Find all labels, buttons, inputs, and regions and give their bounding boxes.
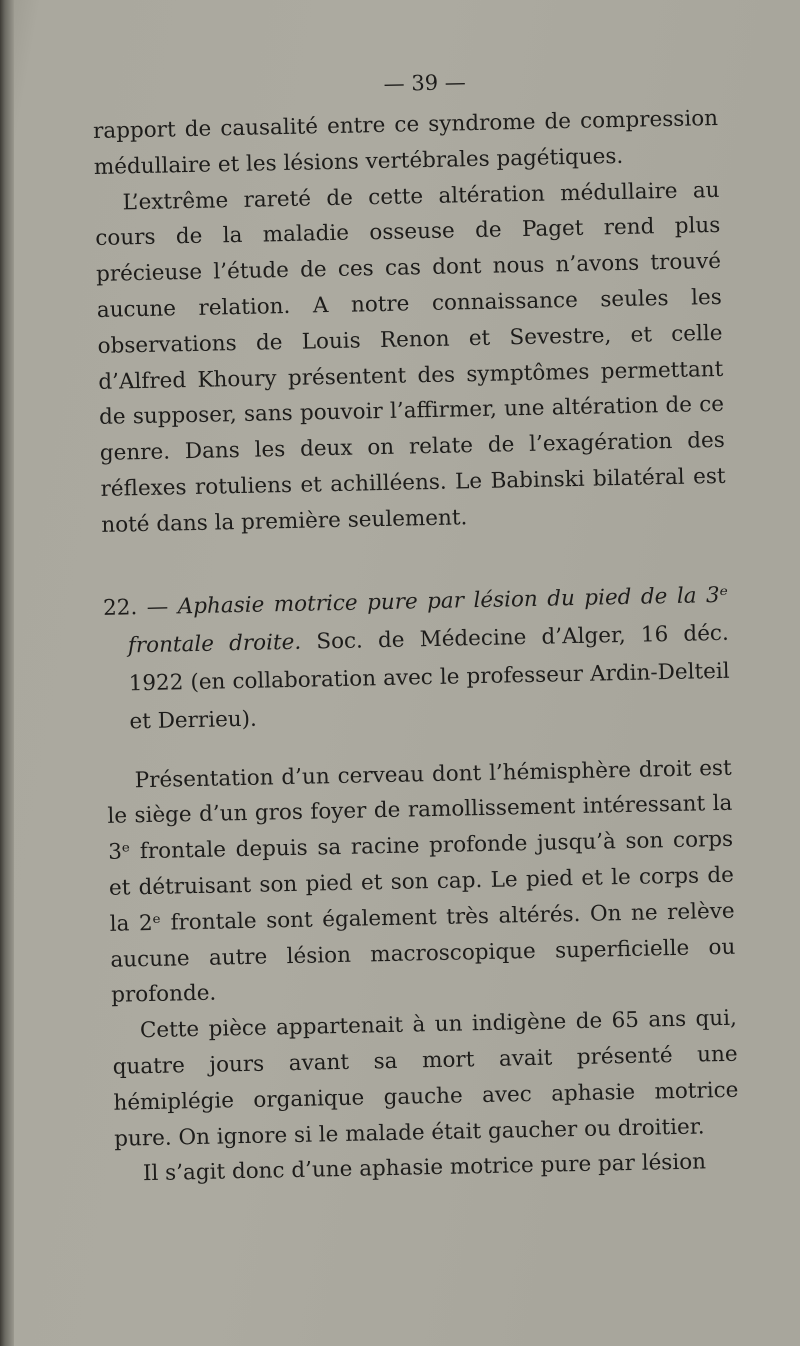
paragraph-presentation: Présentation d’un cerveau dont l’hémisphère droit est le siège d’un gros foyer de ramollissement intéressant la 3ᵉ frontale depuis sa racine profonde jusqu’à son corps et détruisant son pied et son cap. Le pied et le corps de la 2ᵉ frontale sont également très altérés. On ne relève aucune autre lésion macroscopique superficielle ou profonde.	[107, 755, 736, 1009]
reference-title: Aphasie motrice pure par lésion du pied de la 3ᵉ frontale droite.	[127, 582, 729, 658]
paragraph-paget: L’extrême rareté de cette altération médullaire au cours de la maladie osseuse de Paget rend plus précieuse l’étude de ces cas dont nous n’avons trouvé aucune relation. A notre connaissance seules les observations de Louis Renon et Sevestre, et celle d’Alfred Khoury présentent des symptômes permettant de supposer, sans pouvoir l’affirmer, une altération de ce genre. Dans les deux on relate de l’exagération des réflexes rotuliens et achilléens. Le Babinski bilatéral est noté dans la première seulement.	[95, 177, 726, 538]
reference-details: Soc. de Médecine d’Alger, 16 déc. 1922 (en collaboration avec le professeur Ardin-Delteil et Derrieu).	[128, 620, 730, 734]
bibliographic-reference	[103, 576, 731, 741]
page-number: — 39 —	[383, 70, 466, 96]
reference-number: 22. —	[102, 594, 169, 621]
book-spine-shadow	[0, 0, 14, 1346]
paragraph-continuation: rapport de causalité entre ce syndrome de compression médullaire et les lésions vertébrales pagétiques.	[92, 105, 719, 180]
paragraph-patient: Cette pièce appartenait à un indigène de 65 ans qui, quatre jours avant sa mort avait présenté une hémiplégie organique gauche avec aphasie motrice pure. On ignore si le malade était gaucher ou droitier.	[112, 1005, 739, 1152]
page-text-block	[92, 65, 740, 1193]
paragraph-conclusion: Il s’agit donc d’une aphasie motrice pure par lésion	[142, 1149, 707, 1187]
